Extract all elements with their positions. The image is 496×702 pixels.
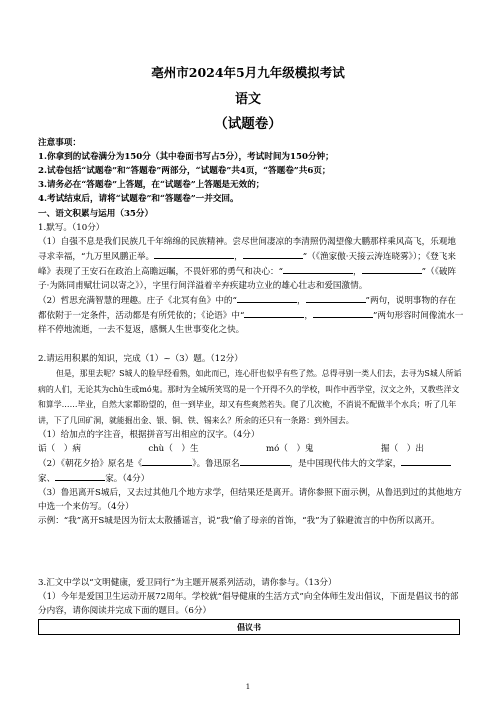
- notes-heading: 注意事项：: [38, 138, 81, 148]
- pinyin-item[interactable]: mó（ ）鬼: [265, 444, 314, 454]
- answer-blank[interactable]: [237, 293, 297, 303]
- pinyin-item[interactable]: 诟（ ）病: [38, 444, 81, 454]
- answer-blank[interactable]: [243, 249, 303, 259]
- question-3: [38, 576, 464, 618]
- exam-title: 亳州市2024年5月九年级模拟考试: [151, 65, 345, 80]
- q2-sub1-items: [38, 442, 464, 456]
- notes-section: [38, 136, 464, 206]
- q1-part2: （2）哲思充满智慧的理趣。庄子《北冥有鱼》中的“ ， ”两句，说明事物的存在都依附于一定条件，活动都是有所凭依的；《论语》中“ ， ”两句形容时间像流水一样不停地流逝，一去不复返，感慨人生世事变化之快。: [38, 293, 464, 337]
- pinyin-item[interactable]: 掘（ ）出: [380, 444, 424, 454]
- proposal-box: [38, 619, 460, 635]
- note-item: 2.试卷包括“试题卷”和“答题卷”两部分，“试题卷”共4页，“答题卷”共6页；: [38, 166, 331, 176]
- answer-blank[interactable]: [283, 264, 353, 274]
- reading-passage: 但是，那里去呢？S城人的脸早经看熟，如此而已，连心肝也似乎有些了然。总得寻别一类人们去，去寻为S城人所诟病的人们，无论其为chù生或mó鬼。那时为全城所笑骂的是一个开得不久的学校，叫作中西学堂，汉文之外，又教些洋文和算学……毕业，自然大家都盼望的，但一到毕业，却又有些爽然若失。爬了几次桅，不消说不配做半个水兵；听了几年讲，下了几回矿洞，就能掘出金、银、铜、铁、锡来么？所余的还只有一条路：到外国去。: [38, 369, 462, 425]
- q2-title: 2.请运用积累的知识，完成（1）~（3）题。（12分）: [38, 354, 243, 364]
- pinyin-item[interactable]: chù（ ）生: [148, 444, 199, 454]
- question-2: [38, 352, 464, 528]
- q3-sub1: （1）今年是爱国卫生运动开展72周年。学校就“倡导健康的生活方式”向全体师生发出倡议，下面是倡议书的部分内容，请你阅读并完成下面的题目。（6分）: [38, 592, 459, 616]
- q2-sub1: （1）给加点的字注音，根据拼音写出相应的汉字。（4分）: [38, 430, 260, 440]
- q1-title: 1.默写。（10分）: [38, 223, 105, 233]
- note-item: 4.考试结束后，请将“试题卷”和“答题卷”一并交回。: [38, 194, 239, 204]
- q2-sub3: （3）鲁迅离开S城后，又去过其他几个地方求学，但结果还是离开。请你参照下面示例，从鲁迅到过的其他地方中选一个来仿写。（4分）: [38, 488, 462, 512]
- answer-blank[interactable]: [313, 308, 373, 318]
- answer-blank[interactable]: [154, 249, 234, 259]
- q2-sub2: （2）《朝花夕拾》原名是《 》。鲁迅原名 ，是中国现代伟大的文学家，家、 家。（4分）: [38, 456, 464, 486]
- answer-blank[interactable]: [244, 308, 304, 318]
- answer-blank[interactable]: [240, 456, 290, 466]
- q2-sub3-example: 示例：“我”离开S城是因为衍太太散播谣言，说“我”偷了母亲的首饰，“我”为了躲避流言的中伤所以离开。: [38, 516, 440, 526]
- page-number: 1: [245, 683, 251, 691]
- answer-blank[interactable]: [306, 293, 366, 303]
- q1-part1: （1）自强不息是我们民族几千年绵绵的民族精神。尝尽世间凄凉的李清照仍渴望像大鹏那样乘风高飞，乐观地寻求幸福，“九万里风鹏正举。 ， ”（《渔家傲·天接云涛连晓雾》）；《登飞来峰》表现了王安石在政治上高瞻远瞩，不畏奸邪的勇气和决心：“ ， ”（《破阵子·为陈同甫赋壮词以寄之》），字里行间洋溢着辛弃疾建功立业的雄心壮志和爱国激情。: [38, 237, 457, 291]
- answer-blank[interactable]: [401, 456, 451, 466]
- section1-heading: 一、语文积累与运用（35分）: [38, 209, 154, 219]
- proposal-title: 倡议书: [237, 622, 261, 632]
- answer-blank[interactable]: [142, 456, 192, 466]
- subject-title: 语文: [234, 92, 261, 107]
- answer-blank[interactable]: [362, 264, 422, 274]
- paper-type: （试题卷）: [214, 116, 282, 132]
- note-item: 1.你拿到的试卷满分为150分（其中卷面书写占5分），考试时间为150分钟；: [38, 152, 334, 162]
- question-1: [38, 221, 464, 337]
- note-item: 3.请务必在“答题卷”上答题，在“试题卷”上答题是无效的；: [38, 180, 265, 190]
- answer-blank[interactable]: [55, 471, 105, 481]
- q3-title: 3.汇文中学以“文明健康，爱卫同行”为主题开展系列活动，请你参与。（13分）: [38, 578, 337, 588]
